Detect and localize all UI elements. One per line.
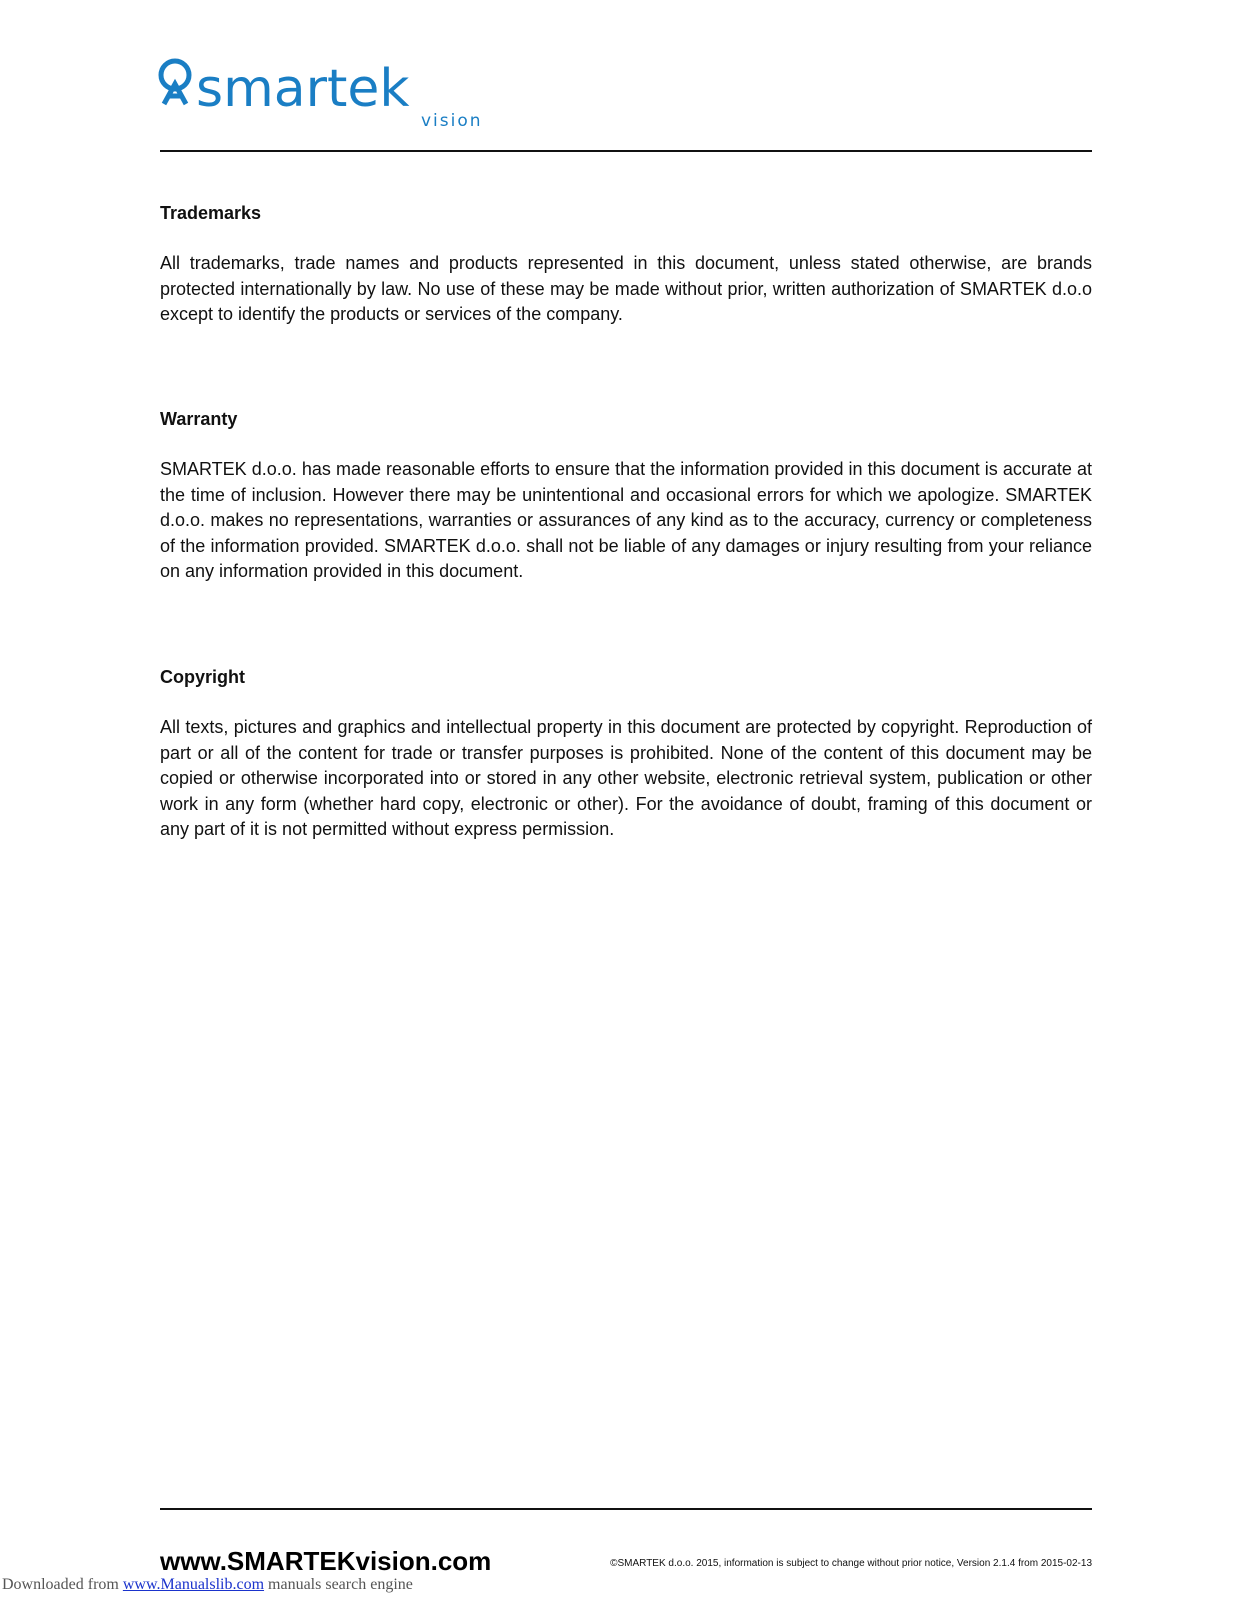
smartek-vision-logo bbox=[158, 56, 498, 130]
section-heading: Copyright bbox=[160, 667, 245, 687]
section-heading: Trademarks bbox=[160, 203, 262, 223]
download-suffix: manuals search engine bbox=[264, 1576, 413, 1593]
section-body: SMARTEK d.o.o. has made reasonable efforts to ensure that the information provided in this document is accurate at the time of inclusion. However there may be unintentional and occasional errors for which we apologize. SMARTEK d.o.o. makes no representations, warranties or assurances of any kind as to the accuracy, currency or completeness of the information provided. SMARTEK d.o.o. shall not be liable of any damages or injury resulting from your reliance on any information provided in this document. bbox=[160, 459, 1092, 581]
section-heading: Warranty bbox=[160, 409, 238, 429]
warranty-section bbox=[160, 407, 1092, 585]
trademarks-section bbox=[160, 201, 1092, 328]
section-body: All trademarks, trade names and products represented in this document, unless stated otherwise, are brands protected internationally by law. No use of these may be made without prior, written authorization of SMARTEK d.o.o except to identify the products or services of the company. bbox=[160, 253, 1092, 324]
download-source-bar bbox=[2, 1575, 413, 1595]
footer-divider bbox=[160, 1508, 1092, 1510]
manualslib-link[interactable]: www.Manualslib.com bbox=[122, 1576, 265, 1593]
svg-text:vision: vision bbox=[421, 111, 483, 130]
footer-copyright-notice: ©SMARTEK d.o.o. 2015, information is subject to change without prior notice, Version 2.1.4 from 2015-02-13 bbox=[610, 1558, 1092, 1569]
svg-text:smartek: smartek bbox=[196, 59, 410, 119]
smartek-emblem-icon bbox=[158, 56, 498, 130]
download-prefix: Downloaded from bbox=[2, 1576, 123, 1593]
header-divider bbox=[160, 150, 1092, 152]
copyright-section bbox=[160, 665, 1092, 843]
section-body: All texts, pictures and graphics and intellectual property in this document are protected by copyright. Reproduction of part or all of the content for trade or transfer purposes is prohibited. None of the content of this document may be copied or otherwise incorporated into or stored in any other website, electronic retrieval system, publication or other work in any form (whether hard copy, electronic or other). For the avoidance of doubt, framing of this document or any part of it is not permitted without express permission. bbox=[160, 717, 1092, 839]
footer-website-url: www.SMARTEKvision.com bbox=[160, 1546, 492, 1576]
